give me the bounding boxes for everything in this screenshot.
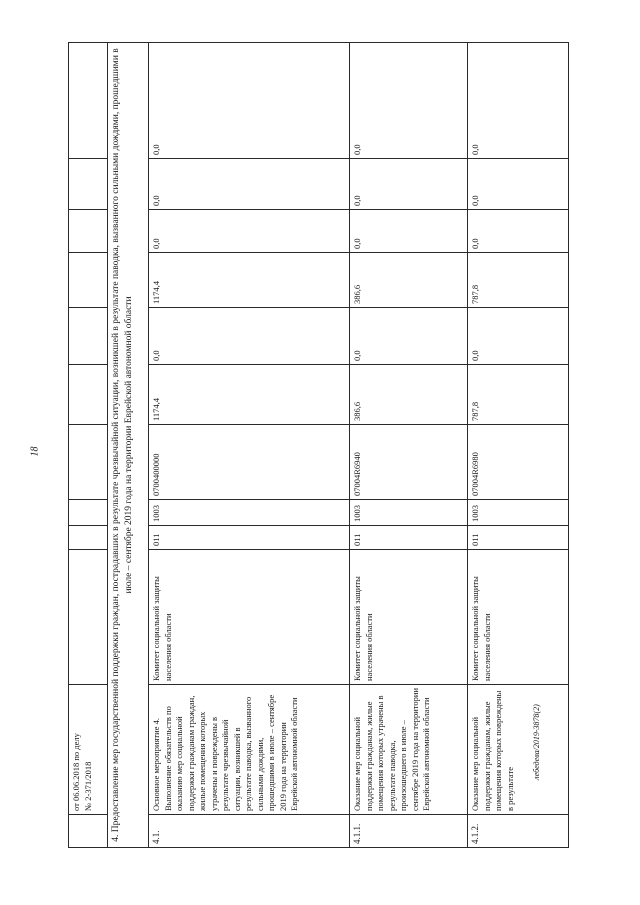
- header-cell: [69, 550, 108, 685]
- row-value-1: 0,0: [350, 308, 468, 365]
- reference-line-2: № 2-371/2018: [82, 761, 93, 811]
- row-total: 1174,4: [149, 365, 350, 425]
- row-value-1: 0,0: [149, 308, 350, 365]
- row-rzpr: 1003: [149, 500, 350, 526]
- row-number: 4.1.2.: [468, 815, 569, 848]
- row-value-3: 0,0: [468, 210, 569, 253]
- row-number: 4.1.1.: [350, 815, 468, 848]
- section-title-row: [108, 43, 149, 848]
- row-value-4: 0,0: [468, 159, 569, 210]
- row-grbs: 011: [350, 526, 468, 550]
- row-value-3: 0,0: [350, 210, 468, 253]
- row-value-3: 0,0: [149, 210, 350, 253]
- header-row: [69, 43, 108, 848]
- row-value-5: 0,0: [350, 43, 468, 159]
- row-grbs: 011: [468, 526, 569, 550]
- row-csr: 07004R6940: [350, 425, 468, 500]
- row-name: Оказание мер социальной поддержки гражданам, жилые помещения которых утрачены в результате паводка, произошедшего в июле – сентябре 2019 года на территории Еврейской автономной области: [350, 685, 468, 815]
- header-cell: [69, 365, 108, 425]
- table-row: [149, 43, 350, 848]
- row-value-2: 386,6: [350, 253, 468, 308]
- row-name: Оказание мер социальной поддержки гражданам, жилые помещения которых повреждены в результате: [468, 685, 569, 815]
- row-grbs: 011: [149, 526, 350, 550]
- row-total: 386,6: [350, 365, 468, 425]
- row-value-4: 0,0: [149, 159, 350, 210]
- row-value-4: 0,0: [350, 159, 468, 210]
- header-cell: [69, 308, 108, 365]
- header-cell: [69, 43, 108, 159]
- header-cell: [69, 526, 108, 550]
- table-row: [350, 43, 468, 848]
- row-value-2: 1174,4: [149, 253, 350, 308]
- table-row: [468, 43, 569, 848]
- header-cell: [69, 500, 108, 526]
- row-executor: Комитет социальной защиты населения области: [468, 550, 569, 685]
- program-table: [68, 42, 569, 848]
- header-cell: [69, 210, 108, 253]
- row-executor: Комитет социальной защиты населения области: [149, 550, 350, 685]
- row-value-1: 0,0: [468, 308, 569, 365]
- row-csr: 07004R6980: [468, 425, 569, 500]
- row-rzpr: 1003: [468, 500, 569, 526]
- header-cell: [69, 425, 108, 500]
- row-number: 4.1.: [149, 815, 350, 848]
- row-rzpr: 1003: [350, 500, 468, 526]
- footer-code: лебедева/2019-3878(2): [532, 704, 541, 780]
- section-title: 4. Предоставление мер государственной поддержки граждан, пострадавших в результате чрезвычайной ситуации, возникшей в результате паводка, вызванного сильными дождями, прошедшими в июле – сентябре 2019 года на территории Еврейской автономной области: [108, 43, 149, 848]
- row-csr: 0700400000: [149, 425, 350, 500]
- row-executor: Комитет социальной защиты населения области: [350, 550, 468, 685]
- header-cell: [69, 253, 108, 308]
- header-cell-reference: [69, 685, 108, 815]
- row-value-5: 0,0: [149, 43, 350, 159]
- row-name: Основное мероприятие 4. Выполнение обязательств по оказанию мер социальной поддержки гражданам граждан, жилые помещения которых утрачены и повреждены в результате чрезвычайной ситуации, возникшей в результате паводка, вызванного сильными дождями, прошедшими в июле – сентябре 2019 года на территории Еврейской автономной области: [149, 685, 350, 815]
- row-total: 787,8: [468, 365, 569, 425]
- page-number: 18: [29, 446, 41, 457]
- rotated-table-container: [68, 43, 588, 848]
- header-cell: [69, 159, 108, 210]
- reference-line-1: от 06.06.2018 по делу: [71, 733, 81, 811]
- header-cell-num: [69, 815, 108, 848]
- row-value-5: 0,0: [468, 43, 569, 159]
- row-value-2: 787,8: [468, 253, 569, 308]
